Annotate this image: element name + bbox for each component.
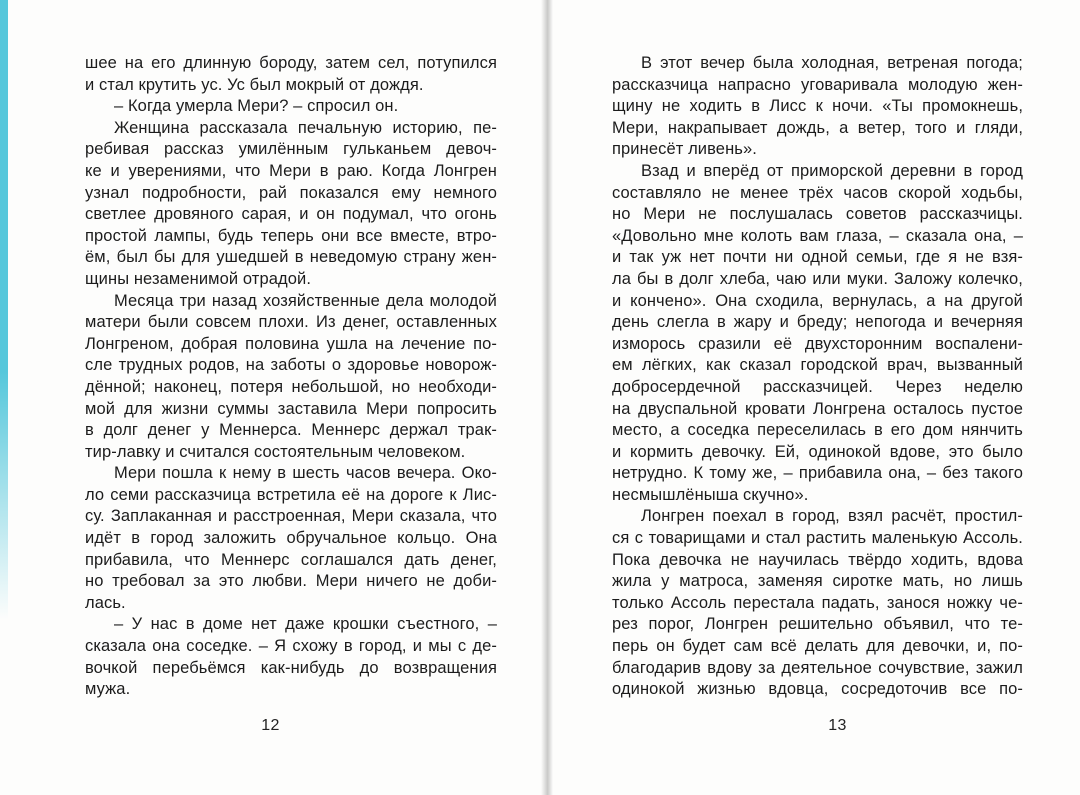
- text-line: благодарив вдову за деятельное сочувствие, зажил: [612, 658, 1023, 677]
- gutter-shadow: [541, 0, 553, 795]
- text-line: ся с товарищами и стал растить маленькую Ассоль.: [612, 529, 1023, 548]
- text-line: шее на его длинную бороду, затем сел, потупился: [85, 54, 497, 72]
- text-line: ла бы в долг хлеба, чаю или муки. Заложу колечко,: [612, 269, 1023, 288]
- text-line: простой лампы, будь теперь они все вместе, втро-: [85, 226, 497, 245]
- text-line: матери были совсем плохи. Из денег, оставленных: [85, 313, 497, 332]
- text-line: светлее дровяного сарая, и он подумал, что огонь: [85, 205, 497, 224]
- page-number-right: 13: [828, 717, 847, 734]
- text-line: Месяца три назад хозяйственные дела молодой: [114, 291, 497, 310]
- page-right: [553, 0, 1080, 795]
- text-line: сле трудных родов, на заботы о здоровье новорож-: [85, 356, 497, 375]
- text-line: мужа.: [85, 680, 131, 699]
- text-line: ребивая рассказ умилённым гульканьем девоч-: [85, 140, 497, 159]
- text-line: в долг денег у Меннерса. Меннерс держал трак-: [85, 421, 497, 440]
- text-line: Лонгрен поехал в город, взял расчёт, простил-: [641, 507, 1023, 526]
- text-line: узнал подробности, рай показался ему немного: [85, 183, 497, 202]
- text-line: перь он будет сам всё делать для девочки, и, по-: [612, 637, 1023, 656]
- text-line: место, а соседка переселилась в его дом нянчить: [612, 421, 1023, 440]
- text-line: тир-лавку и считался состоятельным человеком.: [85, 442, 466, 461]
- text-line: только Ассоль перестала падать, занося ножку че-: [612, 593, 1023, 612]
- text-line: но требовал за это любви. Мери ничего не доби-: [85, 572, 497, 591]
- text-line: дённой; наконец, потеря небольшой, но необходи-: [85, 377, 497, 396]
- text-line: добросердечной рассказчицей. Через неделю: [612, 377, 1023, 396]
- text-line: Лонгреном, добрая половина ушла на лечение по-: [85, 334, 497, 353]
- text-line: щины незаменимой отрадой.: [85, 269, 312, 288]
- text-line: ло семи рассказчица встретила её на дороге к Лис-: [85, 485, 497, 504]
- text-line: лась.: [85, 593, 126, 612]
- text-line: «Довольно мне колоть вам глаза, – сказала она, –: [612, 226, 1023, 245]
- text-line: и так уж нет почти ни одной семьи, где я не взя-: [612, 248, 1023, 267]
- page-left-text: [85, 53, 497, 701]
- text-line: Пока девочка не научилась твёрдо ходить, вдова: [612, 550, 1023, 569]
- text-line: ем лёгких, как сказал городской врач, вызванный: [612, 356, 1023, 375]
- text-line: – У нас в доме нет даже крошки съестного, –: [114, 615, 497, 634]
- page-number-left: 12: [261, 717, 280, 734]
- text-line: вочкой перебьёмся как-нибудь до возвращения: [85, 658, 497, 677]
- text-line: прибавила, что Меннерс соглашался дать денег,: [85, 550, 497, 569]
- text-line: и кончено». Она сходила, вернулась, а на другой: [612, 291, 1023, 310]
- text-line: Мери пошла к нему в шесть часов вечера. Око-: [114, 464, 497, 483]
- text-line: одинокой жизнью вдовца, сосредоточив все по-: [612, 680, 1023, 699]
- text-line: день слегла в жару и бреду; непогода и вечерняя: [612, 313, 1023, 332]
- text-line: щину не ходить в Лисс к ночи. «Ты промокнешь,: [612, 97, 1023, 116]
- text-line: – Когда умерла Мери? – спросил он.: [114, 97, 399, 116]
- text-line: изморось сразили её двухсторонним воспалени-: [612, 334, 1023, 353]
- text-line: В этот вечер была холодная, ветреная погода;: [641, 54, 1023, 72]
- text-line: принесёт ливень».: [612, 140, 757, 159]
- text-line: рез порог, Лонгрен решительно объявил, что те-: [612, 615, 1023, 634]
- text-line: су. Заплаканная и расстроенная, Мери сказала, что: [85, 507, 497, 526]
- text-line: рассказчица напрасно уговаривала молодую жен-: [612, 75, 1023, 94]
- text-line: жила у матроса, заменяя сиротке мать, но лишь: [612, 572, 1023, 591]
- text-line: нетрудно. К тому же, – прибавила она, – без такого: [612, 464, 1023, 483]
- text-line: но Мери не послушалась советов рассказчицы.: [612, 205, 1023, 224]
- text-line: и стал крутить ус. Ус был мокрый от дождя.: [85, 75, 424, 94]
- text-line: на двуспальной кровати Лонгрена осталось пустое: [612, 399, 1023, 418]
- text-line: сказала она соседке. – Я схожу в город, и мы с де-: [85, 637, 497, 656]
- text-line: и кормить девочку. Ей, одинокой вдове, это было: [612, 442, 1023, 461]
- text-line: мой для жизни суммы заставила Мери попросить: [85, 399, 497, 418]
- text-line: ём, был бы для ушедшей в неведомую страну жен-: [85, 248, 497, 267]
- text-line: ке и уверениями, что Мери в раю. Когда Лонгрен: [85, 161, 497, 180]
- text-line: несмышлёныша скучно».: [612, 485, 809, 504]
- text-line: Взад и вперёд от приморской деревни в город: [641, 161, 1023, 180]
- text-line: Женщина рассказала печальную историю, пе-: [114, 118, 497, 137]
- text-line: идёт в город заложить обручальное кольцо. Она: [85, 529, 497, 548]
- text-line: составляло не менее трёх часов скорой ходьбы,: [612, 183, 1023, 202]
- page-right-text: [612, 53, 1023, 701]
- text-line: Мери, накрапывает дождь, а ветер, того и гляди,: [612, 118, 1023, 137]
